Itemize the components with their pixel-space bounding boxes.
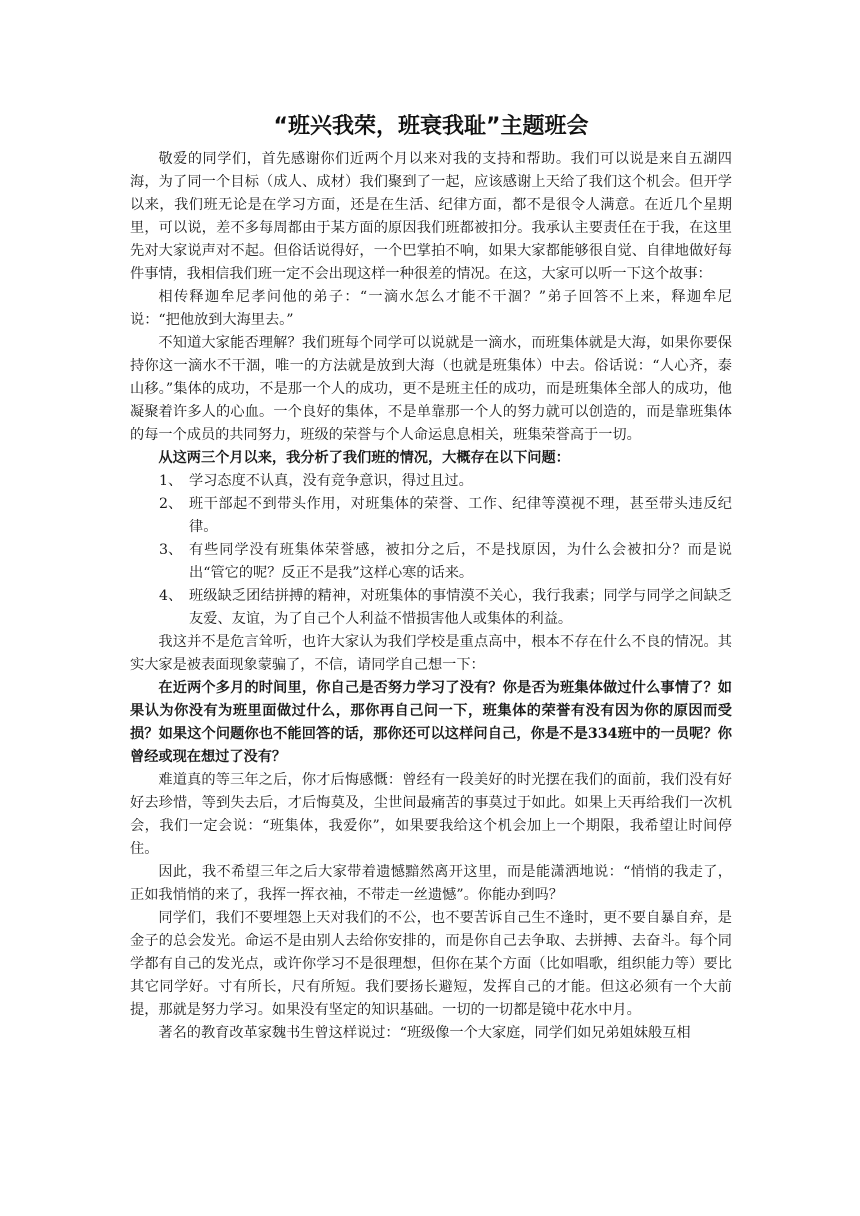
list-item-text: 班干部起不到带头作用，对班集体的荣誉、工作、纪律等漠视不理，甚至带头违反纪律。 bbox=[189, 496, 732, 535]
list-item-number: 4、 bbox=[159, 588, 183, 604]
document-page bbox=[130, 112, 732, 1045]
paragraph-problems-heading: 从这两三个月以来，我分析了我们班的情况，大概存在以下问题： bbox=[158, 450, 570, 466]
document-title: “班兴我荣，班衰我耻”主题班会 bbox=[273, 114, 589, 139]
list-item bbox=[159, 585, 732, 631]
paragraph-quote: 著名的教育改革家魏书生曾这样说过：“班级像一个大家庭，同学们如兄弟姐妹般互相 bbox=[158, 1025, 691, 1041]
paragraph-explanation: 不知道大家能否理解？我们班每个同学可以说就是一滴水，而班集体就是大海，如果你要保持你这一滴水不干涸，唯一的方法就是放到大海（也就是班集体）中去。俗话说：“人心齐，泰山移。”集体的成功，不是那一个人的成功，更不是班主任的成功，而是班集体全部人的成功，他凝聚着许多人的心血。一个良好的集体，不是单靠那一个人的努力就可以创造的，而是靠班集体的每一个成员的共同努力，班级的荣誉与个人命运息息相关，班集荣誉高于一切。 bbox=[130, 335, 732, 443]
list-item-text: 学习态度不认真，没有竞争意识，得过且过。 bbox=[189, 473, 473, 489]
paragraph-regret: 难道真的等三年之后，你才后悔感慨：曾经有一段美好的时光摆在我们的面前，我们没有好好去珍惜，等到失去后，才后悔莫及，尘世间最痛苦的事莫过于如此。如果上天再给我们一次机会，我们一定会说：“班集体，我爱你”，如果要我给这个机会加上一个期限，我希望让时间停住。 bbox=[130, 772, 732, 857]
paragraph-story: 相传释迦牟尼孝问他的弟子：“一滴水怎么才能不干涸？”弟子回答不上来，释迦牟尼说：“把他放到大海里去。” bbox=[130, 289, 732, 328]
list-item bbox=[159, 539, 732, 585]
list-item-text: 班级缺乏团结拼搏的精神，对班集体的事情漠不关心，我行我素；同学与同学之间缺乏友爱、友谊，为了自己个人利益不惜损害他人或集体的利益。 bbox=[189, 588, 732, 627]
list-item-number: 2、 bbox=[159, 496, 183, 512]
list-item-number: 3、 bbox=[159, 542, 183, 558]
list-item-number: 1、 bbox=[159, 473, 183, 489]
paragraph-intro: 敬爱的同学们，首先感谢你们近两个月以来对我的支持和帮助。我们可以说是来自五湖四海，为了同一个目标（成人、成材）我们聚到了一起，应该感谢上天给了我们这个机会。但开学以来，我们班无论是在学习方面，还是在生活、纪律方面，都不是很令人满意。在近几个星期里，可以说，差不多每周都由于某方面的原因我们班都被扣分。我承认主要责任在于我，在这里先对大家说声对不起。但俗话说得好，一个巴掌拍不响，如果大家都能够很自觉、自律地做好每件事情，我相信我们班一定不会出现这样一种很差的情况。在这，大家可以听一下这个故事： bbox=[130, 151, 732, 282]
paragraph-warning: 我这并不是危言耸听，也许大家认为我们学校是重点高中，根本不存在什么不良的情况。其实大家是被表面现象蒙骗了，不信，请同学自己想一下： bbox=[130, 634, 732, 673]
problem-list bbox=[130, 470, 732, 631]
list-item bbox=[159, 493, 732, 539]
paragraph-encouragement: 同学们，我们不要埋怨上天对我们的不公，也不要苦诉自己生不逢时，更不要自暴自弃，是金子的总会发光。命运不是由别人去给你安排的，而是你自己去争取、去拼搏、去奋斗。每个同学都有自己的发光点，或许你学习不是很理想，但你在某个方面（比如唱歌，组织能力等）要比其它同学好。寸有所长，尺有所短。我们要扬长避短，发挥自己的才能。但这必须有一个大前提，那就是努力学习。如果没有坚定的知识基础。一切的一切都是镜中花水中月。 bbox=[130, 910, 732, 1018]
list-item-text: 有些同学没有班集体荣誉感，被扣分之后，不是找原因，为什么会被扣分？而是说出“管它的呢？反正不是我”这样心寒的话来。 bbox=[189, 542, 732, 581]
paragraph-hope: 因此，我不希望三年之后大家带着遗憾黯然离开这里，而是能潇洒地说：“悄悄的我走了，正如我悄悄的来了，我挥一挥衣袖，不带走一丝遗憾”。你能办到吗？ bbox=[130, 864, 732, 903]
list-item bbox=[159, 470, 732, 493]
paragraph-questions: 在近两个多月的时间里，你自己是否努力学习了没有？你是否为班集体做过什么事情了？如果认为你没有为班里面做过什么，那你再自己问一下，班集体的荣誉有没有因为你的原因而受损？如果这个问题你也不能回答的话，那你还可以这样问自己，你是不是334班中的一员呢？你曾经或现在想过了没有？ bbox=[130, 680, 732, 765]
